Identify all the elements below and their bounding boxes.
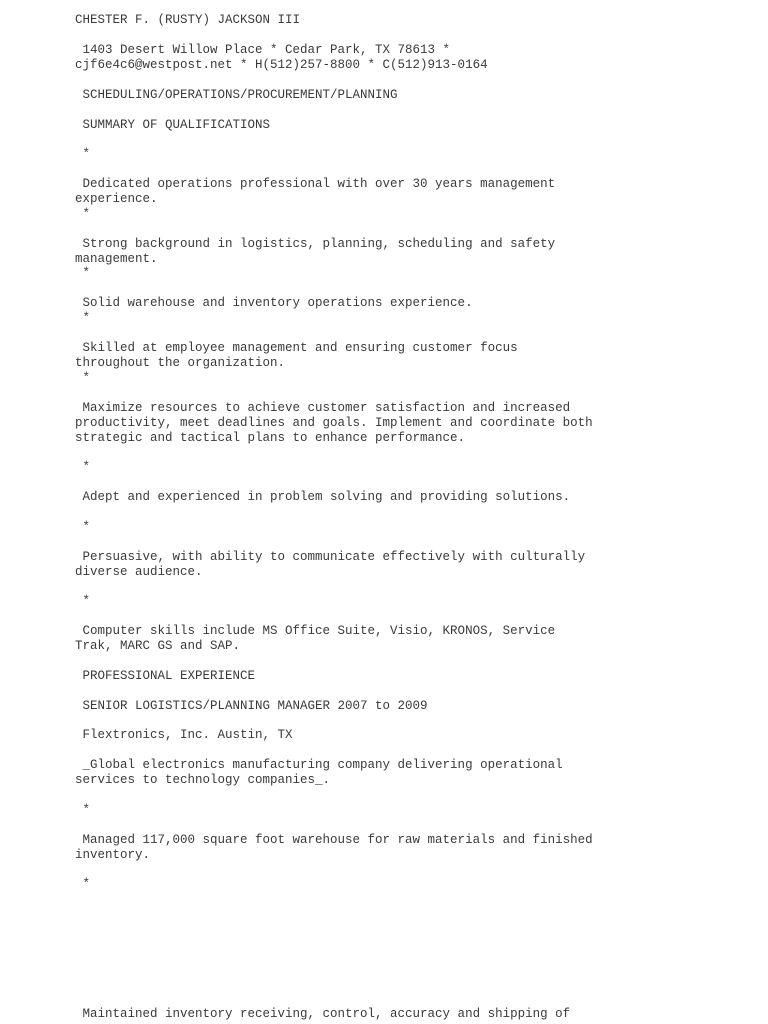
bullet-marker: * (75, 803, 91, 817)
qualification-text: Solid warehouse and inventory operations experience. (75, 296, 473, 310)
candidate-name: CHESTER F. (RUSTY) JACKSON III (75, 13, 301, 27)
bullet-marker: * (75, 207, 91, 221)
qualification-text: management. (75, 252, 158, 266)
qualification-text: Trak, MARC GS and SAP. (75, 639, 241, 653)
job-title: SENIOR LOGISTICS/PLANNING MANAGER 2007 to 2009 (75, 699, 428, 713)
bullet-marker: * (75, 594, 91, 608)
qualification-text: Dedicated operations professional with over 30 years management (75, 177, 556, 191)
qualification-text: productivity, meet deadlines and goals. Implement and coordinate both (75, 416, 593, 430)
contact-address-line: 1403 Desert Willow Place * Cedar Park, TX 78613 * (75, 43, 451, 57)
qualification-text: strategic and tactical plans to enhance performance. (75, 431, 466, 445)
company-description: services to technology companies_. (75, 773, 331, 787)
summary-heading: SUMMARY OF QUALIFICATIONS (75, 118, 271, 132)
qualification-text: diverse audience. (75, 565, 203, 579)
bullet-marker: * (75, 147, 91, 161)
duty-text: Maintained inventory receiving, control, accuracy and shipping of (75, 1007, 571, 1021)
qualification-text: Skilled at employee management and ensuring customer focus (75, 341, 518, 355)
duty-text: inventory. (75, 848, 151, 862)
qualification-text: Computer skills include MS Office Suite, Visio, KRONOS, Service (75, 624, 556, 638)
resume-headline: SCHEDULING/OPERATIONS/PROCUREMENT/PLANNING (75, 88, 398, 102)
qualification-text: Strong background in logistics, planning, scheduling and safety (75, 237, 556, 251)
experience-heading: PROFESSIONAL EXPERIENCE (75, 669, 256, 683)
bullet-marker: * (75, 311, 91, 325)
qualification-text: Persuasive, with ability to communicate effectively with culturally (75, 550, 586, 564)
contact-email-phone-line: cjf6e4c6@westpost.net * H(512)257-8800 * C(512)913-0164 (75, 58, 488, 72)
bullet-marker: * (75, 266, 91, 280)
company-description: _Global electronics manufacturing company delivering operational (75, 758, 563, 772)
qualification-text: experience. (75, 192, 158, 206)
qualification-text: Maximize resources to achieve customer satisfaction and increased (75, 401, 571, 415)
duty-text: Managed 117,000 square foot warehouse for raw materials and finished (75, 833, 593, 847)
bullet-marker: * (75, 460, 91, 474)
bullet-marker: * (75, 520, 91, 534)
qualification-text: throughout the organization. (75, 356, 286, 370)
qualification-text: Adept and experienced in problem solving and providing solutions. (75, 490, 571, 504)
bullet-marker: * (75, 371, 91, 385)
employer-name: Flextronics, Inc. Austin, TX (75, 728, 293, 742)
bullet-marker: * (75, 877, 91, 891)
